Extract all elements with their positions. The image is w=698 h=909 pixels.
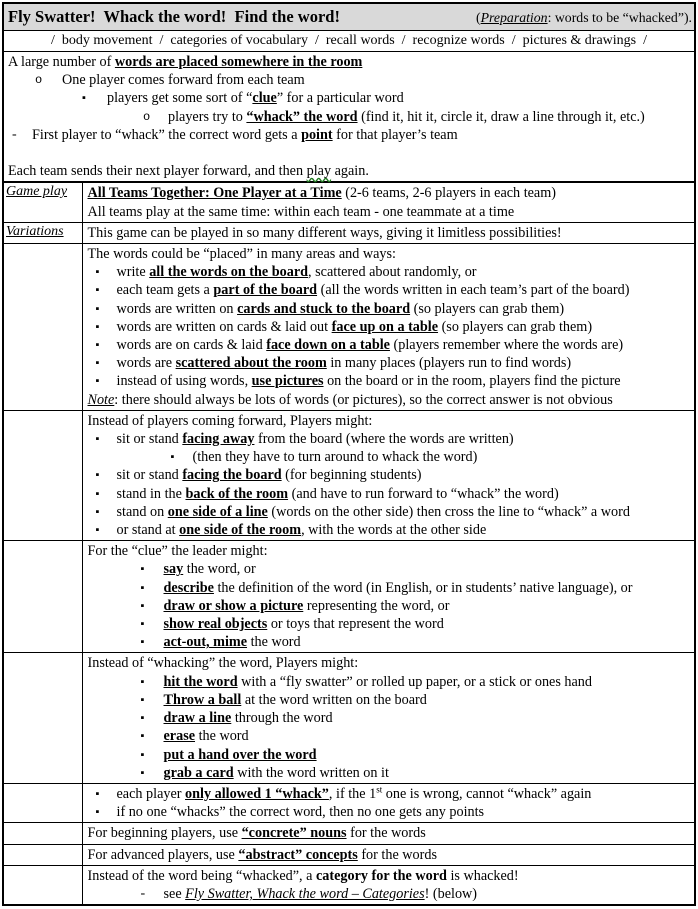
text-segment: , if the 1 <box>328 785 377 802</box>
text-line <box>83 203 693 221</box>
text-line <box>83 412 693 430</box>
text-segment: for the words <box>346 825 426 842</box>
text-line <box>83 746 693 764</box>
row-words-placed <box>3 244 695 411</box>
header-cell <box>3 3 695 31</box>
text-line <box>4 89 692 107</box>
text-line <box>83 633 693 651</box>
text-segment: (players remember where the words are) <box>389 337 624 354</box>
text-segment: the word, or <box>183 561 256 578</box>
text-line <box>83 785 693 803</box>
text-segment: “abstract” concepts <box>238 846 358 863</box>
row-beginning-players <box>3 823 695 844</box>
text-segment: category for the word <box>315 867 447 884</box>
text-segment: words are written on cards & laid out <box>116 318 332 335</box>
text-segment: cards and stuck to the board <box>237 300 411 317</box>
row-intro <box>3 52 695 183</box>
text-segment: is whacked! <box>446 867 519 884</box>
text-segment: write <box>116 264 150 281</box>
row-advanced-players <box>3 844 695 865</box>
bullet-marker: ▪ <box>140 748 145 761</box>
header-row <box>3 3 695 31</box>
text-segment: (so players can grab them) <box>410 300 565 317</box>
text-line <box>83 485 693 503</box>
text-segment: scattered about the room <box>175 355 327 372</box>
text-line <box>83 560 693 578</box>
row-label <box>3 653 82 783</box>
text-segment: hit the word <box>163 673 238 690</box>
categories-line: / body movement / categories of vocabulary / recall words / recognize words / pictures & drawings / <box>3 31 695 52</box>
text-segment: players get some sort of “ <box>107 90 253 107</box>
text-segment: put a hand over the word <box>163 746 317 763</box>
text-segment: clue <box>252 90 277 107</box>
text-segment: (find it, hit it, circle it, draw a line through it, etc.) <box>357 108 645 125</box>
text-segment: For the “clue” the leader might: <box>87 543 268 560</box>
text-line <box>83 503 693 521</box>
row-label <box>3 823 82 844</box>
text-segment: for that player’s team <box>332 126 458 143</box>
text-segment: play <box>306 163 332 180</box>
text-segment: The words could be “placed” in many areas and ways: <box>87 246 396 263</box>
text-line <box>83 224 693 242</box>
bullet-marker: o <box>35 73 43 88</box>
text-segment: This game can be played in so many different ways, giving it limitless possibilities! <box>87 224 562 241</box>
text-segment: act-out, mime <box>163 634 248 651</box>
text-segment: All Teams Together: One Player at a Time <box>87 185 342 202</box>
text-line <box>83 542 693 560</box>
text-segment: stand in the <box>116 485 186 502</box>
text-line <box>4 126 692 144</box>
text-line <box>83 448 693 466</box>
text-segment: (then they have to turn around to whack the word) <box>192 449 478 466</box>
bullet-marker: ▪ <box>95 266 100 279</box>
text-line <box>4 108 692 126</box>
bullet-marker: ▪ <box>140 618 145 631</box>
text-segment: words are written on <box>116 300 238 317</box>
bullet-marker: ▪ <box>140 636 145 649</box>
text-segment: show real objects <box>163 616 268 633</box>
text-segment: , scattered about randomly, or <box>308 264 477 281</box>
text-segment: erase <box>163 728 196 745</box>
text-segment: Throw a ball <box>163 691 242 708</box>
text-segment: instead of using words, <box>116 373 252 390</box>
text-line <box>83 867 693 885</box>
text-segment: describe <box>163 579 214 596</box>
text-segment: representing the word, or <box>303 597 450 614</box>
row-content <box>82 783 695 822</box>
text-line <box>83 391 693 409</box>
text-segment: (for beginning students) <box>281 467 422 484</box>
bullet-marker: ▪ <box>95 806 100 819</box>
row-content <box>82 410 695 540</box>
row-label <box>3 865 82 905</box>
text-segment: the word <box>195 728 249 745</box>
text-line <box>83 824 693 842</box>
bullet-marker: ▪ <box>95 524 100 537</box>
bullet-marker: o <box>143 109 151 124</box>
row-label-text: Game play <box>6 184 68 200</box>
bullet-marker: ▪ <box>95 787 100 800</box>
row-variations <box>3 222 695 243</box>
document-table <box>2 2 696 906</box>
text-segment: the word <box>247 634 301 651</box>
text-segment: one is wrong, cannot “whack” again <box>382 785 592 802</box>
bullet-marker: ▪ <box>140 693 145 706</box>
text-line <box>83 709 693 727</box>
text-line <box>83 673 693 691</box>
bullet-marker: ▪ <box>95 505 100 518</box>
text-line <box>83 764 693 782</box>
row-content <box>82 182 695 222</box>
text-line <box>83 318 693 336</box>
text-segment: from the board (where the words are written) <box>254 431 514 448</box>
text-segment: Each team sends their next player forward, and then <box>8 163 307 180</box>
text-segment: at the word written on the board <box>241 691 427 708</box>
doc-title: Fly Swatter! Whack the word! Find the word! <box>8 7 340 26</box>
row-category-variation <box>3 865 695 905</box>
text-line <box>83 615 693 633</box>
row-content <box>3 52 695 183</box>
bullet-marker: ▪ <box>140 675 145 688</box>
text-segment: (words on the other side) then cross the line to “whack” a word <box>267 503 630 520</box>
text-segment: with a “fly swatter” or rolled up paper, or a stick or ones hand <box>237 673 592 690</box>
text-line <box>83 430 693 448</box>
bullet-marker: ▪ <box>95 469 100 482</box>
text-segment: Instead of the word being “whacked”, a <box>87 867 316 884</box>
text-segment: For beginning players, use <box>87 825 242 842</box>
text-line <box>83 521 693 539</box>
text-segment: sit or stand <box>116 431 183 448</box>
row-label-text: Variations <box>6 223 64 239</box>
row-content <box>82 865 695 905</box>
bullet-marker: ▪ <box>140 766 145 779</box>
text-segment: Fly Swatter, Whack the word – Categories <box>185 885 425 902</box>
text-segment: (so players can grab them) <box>438 318 593 335</box>
categories-row <box>3 31 695 52</box>
text-segment: Note <box>87 391 115 408</box>
text-segment: For advanced players, use <box>87 846 239 863</box>
preparation-note <box>476 10 692 26</box>
text-segment: facing away <box>182 431 255 448</box>
text-segment: see <box>163 885 186 902</box>
text-line <box>83 727 693 745</box>
text-segment: (all the words written in each team’s part of the board) <box>317 282 630 299</box>
bullet-marker: ▪ <box>95 302 100 315</box>
text-segment: part of the board <box>213 282 318 299</box>
row-content <box>82 244 695 411</box>
text-line <box>4 144 692 162</box>
text-segment: Instead of players coming forward, Players might: <box>87 412 373 429</box>
bullet-marker: - <box>12 126 17 142</box>
bullet-marker: ▪ <box>170 451 175 464</box>
text-segment: ” for a particular word <box>276 90 404 107</box>
bullet-marker: ▪ <box>140 599 145 612</box>
preparation-open: ( <box>476 10 481 25</box>
text-line <box>83 263 693 281</box>
text-line <box>83 597 693 615</box>
text-segment: players try to <box>168 108 247 125</box>
text-segment: with the word written on it <box>233 764 389 781</box>
bullet-marker: - <box>140 885 146 901</box>
row-label <box>3 844 82 865</box>
text-segment: First player to “whack” the correct word gets a <box>32 126 302 143</box>
preparation-label: Preparation <box>480 10 548 25</box>
text-segment: if no one “whacks” the correct word, then no one gets any points <box>116 804 485 821</box>
text-segment: A large number of <box>8 54 115 70</box>
text-segment: back of the room <box>185 485 289 502</box>
row-content <box>82 653 695 783</box>
text-line <box>4 71 692 89</box>
text-line <box>83 281 693 299</box>
text-segment: each player <box>116 785 186 802</box>
text-segment: words are placed somewhere in the room <box>114 54 363 70</box>
row-game-play <box>3 182 695 222</box>
bullet-marker: ▪ <box>140 563 145 576</box>
text-segment: “whack” the word <box>246 108 358 125</box>
text-line <box>83 803 693 821</box>
text-segment: in many places (players run to find words) <box>326 355 572 372</box>
row-clue-options <box>3 541 695 653</box>
text-line <box>83 184 693 202</box>
text-segment: words are on cards & laid <box>116 337 267 354</box>
text-segment: only allowed 1 “whack” <box>185 785 329 802</box>
text-segment: Instead of “whacking” the word, Players might: <box>87 655 359 672</box>
bullet-marker: ▪ <box>95 487 100 500</box>
text-segment: draw a line <box>163 710 232 727</box>
text-segment: (and have to run forward to “whack” the word) <box>288 485 559 502</box>
row-label <box>3 410 82 540</box>
text-segment: grab a card <box>163 764 234 781</box>
text-segment: “concrete” nouns <box>241 825 347 842</box>
text-line <box>83 372 693 390</box>
row-label <box>3 783 82 822</box>
text-segment: All teams play at the same time: within each team - one teammate at a time <box>87 203 515 220</box>
text-segment: words are <box>116 355 176 372</box>
text-line <box>83 354 693 372</box>
text-segment: point <box>301 126 333 143</box>
row-label <box>3 244 82 411</box>
text-segment: one side of a line <box>167 503 268 520</box>
text-segment: st <box>376 784 383 795</box>
row-label <box>3 222 82 243</box>
text-line <box>4 162 692 180</box>
bullet-marker: ▪ <box>82 92 86 105</box>
bullet-marker: ▪ <box>95 320 100 333</box>
bullet-marker: ▪ <box>140 712 145 725</box>
row-whack-options <box>3 653 695 783</box>
bullet-marker: ▪ <box>95 375 100 388</box>
bullet-marker: ▪ <box>95 284 100 297</box>
text-segment: or stand at <box>116 522 180 539</box>
text-segment: use pictures <box>251 373 324 390</box>
text-segment: or toys that represent the word <box>267 616 444 633</box>
text-segment: , with the words at the other side <box>301 522 487 539</box>
text-segment: ! (below) <box>424 885 478 902</box>
row-players-position <box>3 410 695 540</box>
text-line <box>83 885 693 903</box>
text-segment: draw or show a picture <box>163 597 304 614</box>
bullet-marker: ▪ <box>140 730 145 743</box>
text-segment: all the words on the board <box>149 264 309 281</box>
row-label <box>3 541 82 653</box>
text-line <box>83 336 693 354</box>
text-segment: each team gets a <box>116 282 214 299</box>
text-line <box>83 579 693 597</box>
text-segment: for the words <box>357 846 437 863</box>
text-segment: one side of the room <box>179 522 302 539</box>
text-line <box>83 466 693 484</box>
text-segment: stand on <box>116 503 168 520</box>
text-segment: : there should always be lots of words (or pictures), so the correct answer is not obvious <box>114 391 613 408</box>
text-segment: One player comes forward from each team <box>62 72 305 89</box>
bullet-marker: ▪ <box>95 433 100 446</box>
text-segment: face down on a table <box>266 337 390 354</box>
row-content <box>82 823 695 844</box>
text-line <box>83 300 693 318</box>
text-line <box>4 53 692 71</box>
row-content <box>82 222 695 243</box>
text-line <box>83 691 693 709</box>
text-line <box>83 654 693 672</box>
text-line <box>83 846 693 864</box>
text-segment: (2-6 teams, 2-6 players in each team) <box>341 185 556 202</box>
text-segment: say <box>163 561 184 578</box>
text-segment: on the board or in the room, players find the picture <box>323 373 621 390</box>
bullet-marker: ▪ <box>140 581 145 594</box>
text-segment: facing the board <box>182 467 282 484</box>
row-whack-rules <box>3 783 695 822</box>
text-segment: face up on a table <box>331 318 439 335</box>
text-segment: sit or stand <box>116 467 183 484</box>
row-label <box>3 182 82 222</box>
row-content <box>82 541 695 653</box>
bullet-marker: ▪ <box>95 357 100 370</box>
text-line <box>83 245 693 263</box>
text-segment: through the word <box>231 710 333 727</box>
text-segment: again. <box>331 163 369 180</box>
bullet-marker: ▪ <box>95 339 100 352</box>
text-segment: the definition of the word (in English, or in students’ native language), or <box>213 579 633 596</box>
preparation-rest: : words to be “whacked”). <box>547 10 692 25</box>
row-content <box>82 844 695 865</box>
